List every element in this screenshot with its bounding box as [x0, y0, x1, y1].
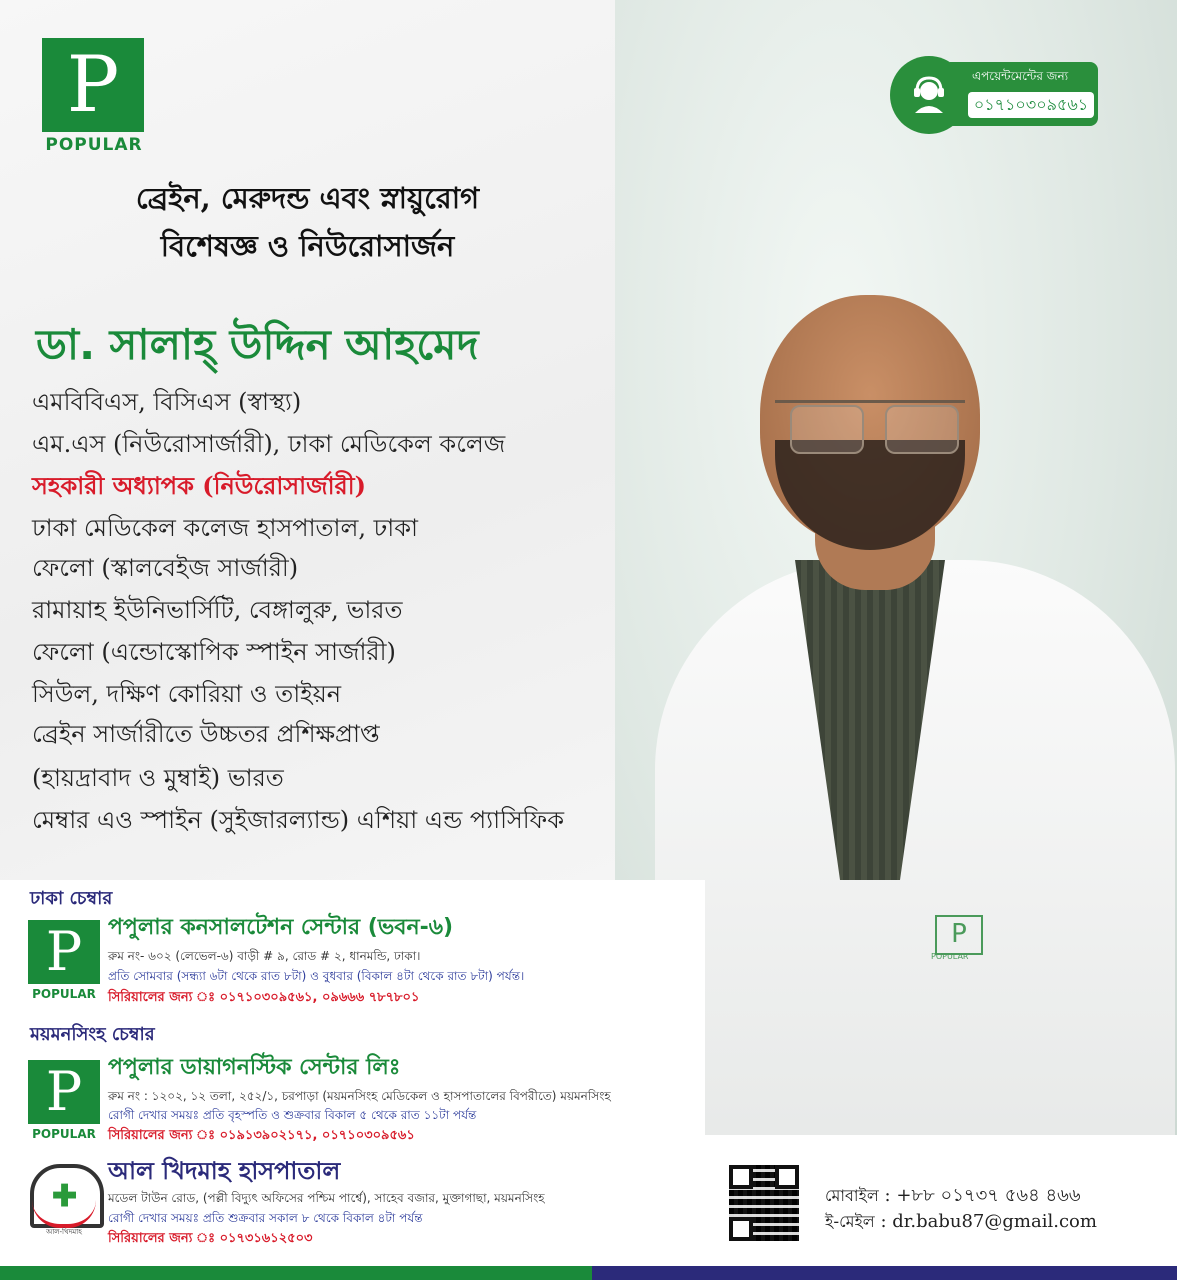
mymensingh-schedule: রোগী দেখার সময়ঃ প্রতি বৃহস্পতি ও শুক্রবার বিকাল ৫ থেকে রাত ১১টা পর্যন্ত — [108, 1108, 477, 1122]
qualification-9: ব্রেইন সার্জারীতে উচ্চতর প্রশিক্ষপ্রাপ্ত — [32, 720, 380, 748]
qualification-10: (হায়দ্রাবাদ ও মুম্বাই) ভারত — [32, 764, 284, 792]
medical-cross-icon: ✚ — [52, 1179, 78, 1214]
dhaka-address: রুম নং- ৬০২ (লেভেল-৬) বাড়ী # ৯, রোড # ২, ধানমন্ডি, ঢাকা। — [108, 949, 421, 963]
qr-corner — [775, 1165, 799, 1189]
logo-letter: P — [45, 920, 83, 983]
coat-logo-text: POPULAR — [931, 952, 969, 961]
contact-box — [705, 1135, 1165, 1250]
qualification-2: এম.এস (নিউরোসার্জারী), ঢাকা মেডিকেল কলেজ — [32, 430, 506, 458]
qualification-1: এমবিবিএস, বিসিএস (স্বাস্থ্য) — [32, 388, 302, 416]
beard — [775, 440, 965, 550]
email-address[interactable]: : dr.babu87@gmail.com — [880, 1211, 1097, 1232]
mobile-label: মোবাইল — [825, 1186, 879, 1205]
bottom-bar — [0, 1266, 1177, 1280]
mymensingh-address: রুম নং : ১২০২, ১২ তলা, ২৫২/১, চরপাড়া (ময়মনসিংহ মেডিকেল ও হাসপাতালের বিপরীতে) ময়মনসিংহ — [108, 1089, 611, 1103]
qualification-4: ঢাকা মেডিকেল কলেজ হাসপাতাল, ঢাকা — [32, 514, 418, 542]
email-label: ই-মেইল — [825, 1212, 875, 1231]
mobile-line — [825, 1181, 1081, 1212]
glasses-lens-left — [790, 405, 864, 454]
dhaka-schedule: প্রতি সোমবার (সন্ধ্যা ৬টা থেকে রাত ৮টা) ও বুধবার (বিকাল ৪টা থেকে রাত ৮টা) পর্যন্ত। — [108, 969, 525, 983]
doctor-name: ডা. সালাহ্ উদ্দিন আহমেদ — [36, 320, 479, 369]
glasses-lens-right — [885, 405, 959, 454]
qualification-8: সিউল, দক্ষিণ কোরিয়া ও তাইয়ন — [32, 680, 342, 708]
qualification-6: রামায়াহ ইউনিভার্সিটি, বেঙ্গালুরু, ভারত — [32, 596, 403, 624]
dhaka-center-name: পপুলার কনসালটেশন সেন্টার (ভবন-৬) — [108, 915, 454, 940]
hospital-schedule: রোগী দেখার সময়ঃ প্রতি শুক্রবার সকাল ৮ থেকে বিকাল ৪টা পর্যন্ত — [108, 1211, 423, 1225]
logo-letter: P — [45, 1060, 83, 1123]
hospital-serial: সিরিয়ালের জন্য ঃ ০১৭৩১৬১২৫০৩ — [108, 1231, 313, 1246]
qr-corner — [729, 1165, 753, 1189]
hospital-name: আল খিদমাহ হাসপাতাল — [108, 1157, 341, 1185]
specialty-line-2: বিশেষজ্ঞ ও নিউরোসার্জন — [160, 229, 455, 263]
appointment-label: এপয়েন্টমেন্টের জন্য — [972, 69, 1069, 83]
email-line — [825, 1209, 1097, 1236]
popular-logo — [42, 38, 144, 132]
logo-name: POPULAR — [32, 987, 96, 1001]
qualification-5: ফেলো (স্কালবেইজ সার্জারী) — [32, 554, 299, 582]
mymensingh-chamber-heading: ময়মনসিংহ চেম্বার — [30, 1024, 155, 1045]
dhaka-chamber-heading: ঢাকা চেম্বার — [30, 888, 113, 909]
dhaka-serial: সিরিয়ালের জন্য ঃ ০১৭১০৩০৯৫৬১, ০৯৬৬৬ ৭৮৭৮০১ — [108, 990, 420, 1005]
qualification-7: ফেলো (এন্ডোস্কোপিক স্পাইন সার্জারী) — [32, 638, 396, 666]
mymensingh-center-name: পপুলার ডায়াগনস্টিক সেন্টার লিঃ — [108, 1055, 401, 1080]
logo-letter: P — [66, 40, 120, 130]
appointment-phone: ০১৭১০৩০৯৫৬১ — [968, 92, 1094, 118]
qr-corner — [729, 1217, 753, 1241]
coat-logo-icon: P — [935, 915, 983, 955]
logo-name: POPULAR — [32, 1127, 96, 1141]
designation: সহকারী অধ্যাপক (নিউরোসার্জারী) — [32, 471, 366, 500]
popular-logo-small — [28, 920, 100, 984]
hospital-address: মডেল টাউন রোড, (পল্লী বিদ্যুৎ অফিসের পশ্চিম পার্শ্বে), সাহেব বজার, মুক্তাগাছা, ময়মনসিংহ — [108, 1191, 545, 1205]
khidmah-logo-label: আল-খিদমাহ — [46, 1228, 82, 1236]
popular-logo-small — [28, 1060, 100, 1124]
qualification-11: মেম্বার এও স্পাইন (সুইজারল্যান্ড) এশিয়া এন্ড প্যাসিফিক — [32, 806, 564, 834]
mobile-number[interactable]: : +৮৮ ০১৭৩৭ ৫৬৪ ৪৬৬ — [884, 1185, 1081, 1206]
bottom-bar-green — [0, 1266, 592, 1280]
appointment-badge — [890, 56, 1100, 134]
logo-name: POPULAR — [45, 135, 143, 155]
bottom-bar-navy — [592, 1266, 1177, 1280]
headset-icon — [890, 56, 968, 134]
mymensingh-serial: সিরিয়ালের জন্য ঃ ০১৯১৩৯০২১৭১, ০১৭১০৩০৯৫৬১ — [108, 1128, 415, 1143]
specialty-line-1: ব্রেইন, মেরুদন্ড এবং স্নায়ুরোগ — [135, 181, 480, 215]
khidmah-logo — [26, 1160, 102, 1242]
